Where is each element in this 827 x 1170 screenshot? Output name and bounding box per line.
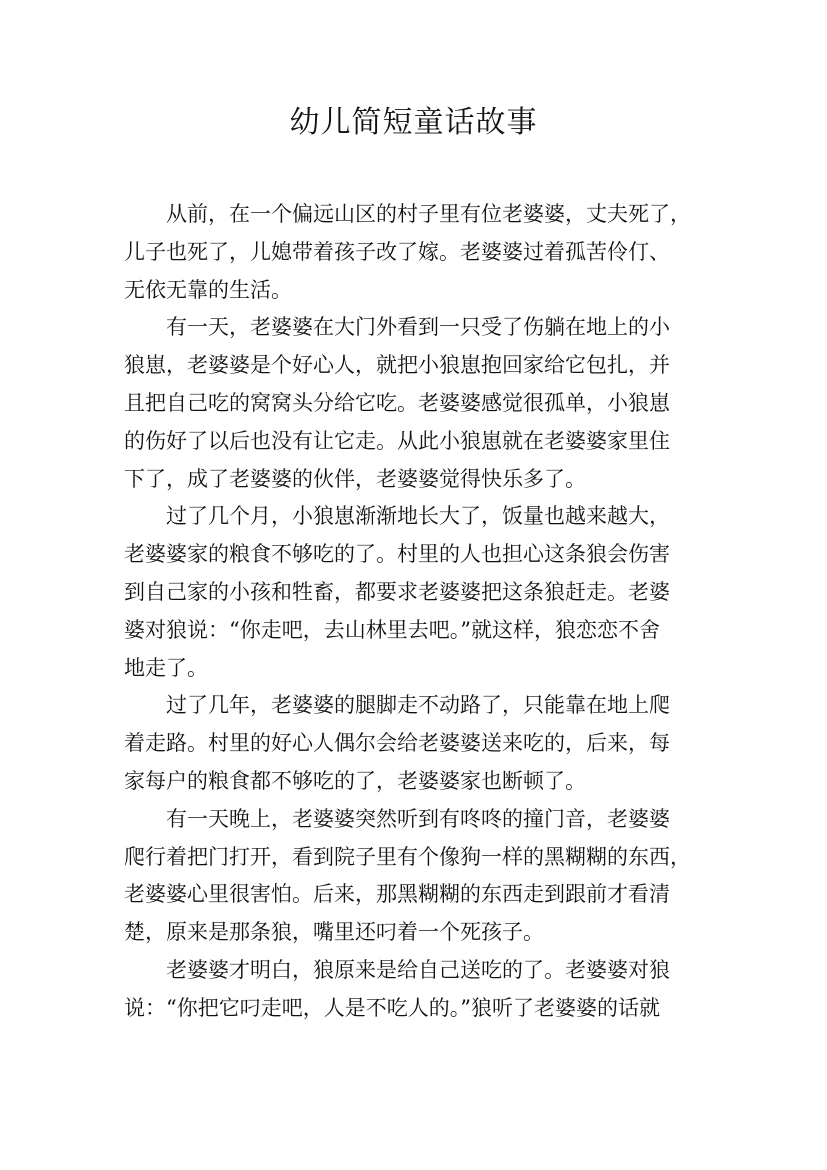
text-line: 狼崽，老婆婆是个好心人，就把小狼崽抱回家给它包扎，并	[124, 353, 670, 378]
text-line: 说：“你把它叼走吧，人是不吃人的。”狼听了老婆婆的话就	[124, 995, 660, 1020]
paragraph	[124, 498, 710, 687]
text-line: 下了，成了老婆婆的伙伴，老婆婆觉得快乐多了。	[124, 466, 586, 491]
text-line: 且把自己吃的窝窝头分给它吃。老婆婆感觉很孤单，小狼崽	[124, 390, 670, 415]
text-line: 有一天，老婆婆在大门外看到一只受了伤躺在地上的小	[166, 315, 670, 340]
text-line: 到自己家的小孩和牲畜，都要求老婆婆把这条狼赶走。老婆	[124, 579, 670, 604]
text-line: 无依无靠的生活。	[124, 277, 292, 302]
text-line: 婆对狼说：“你走吧，去山林里去吧。”就这样，狼恋恋不舍	[124, 617, 660, 642]
text-line: 家每户的粮食都不够吃的了，老婆婆家也断顿了。	[124, 768, 586, 793]
text-line: 从前，在一个偏远山区的村子里有位老婆婆，丈夫死了，	[166, 202, 691, 226]
text-line: 有一天晚上，老婆婆突然听到有咚咚的撞门音，老婆婆	[166, 806, 670, 831]
text-line: 过了几个月，小狼崽渐渐地长大了，饭量也越来越大，	[166, 504, 670, 529]
text-line: 的伤好了以后也没有让它走。从此小狼崽就在老婆婆家里住	[124, 428, 670, 453]
paragraph	[124, 196, 710, 309]
document-body	[124, 196, 710, 1028]
text-line: 老婆婆家的粮食不够吃的了。村里的人也担心这条狼会伤害	[124, 542, 670, 567]
text-line: 老婆婆心里很害怕。后来，那黑糊糊的东西走到跟前才看清	[124, 882, 670, 907]
text-line: 儿子也死了，儿媳带着孩子改了嫁。老婆婆过着孤苦伶仃、	[124, 239, 670, 264]
text-line: 老婆婆才明白，狼原来是给自己送吃的了。老婆婆对狼	[166, 957, 670, 982]
document-title: 幼儿简短童话故事	[289, 105, 538, 140]
paragraph	[124, 309, 710, 498]
paragraph	[124, 801, 710, 952]
paragraph	[124, 952, 710, 1028]
text-line: 楚，原来是那条狼，嘴里还叼着一个死孩子。	[124, 920, 544, 945]
text-line: 着走路。村里的好心人偶尔会给老婆婆送来吃的，后来，每	[124, 731, 670, 756]
text-line: 过了几年，老婆婆的腿脚走不动路了，只能靠在地上爬	[166, 693, 670, 718]
text-line: 地走了。	[124, 655, 208, 680]
paragraph	[124, 687, 710, 800]
text-line: 爬行着把门打开，看到院子里有个像狗一样的黑糊糊的东西，	[124, 844, 691, 869]
